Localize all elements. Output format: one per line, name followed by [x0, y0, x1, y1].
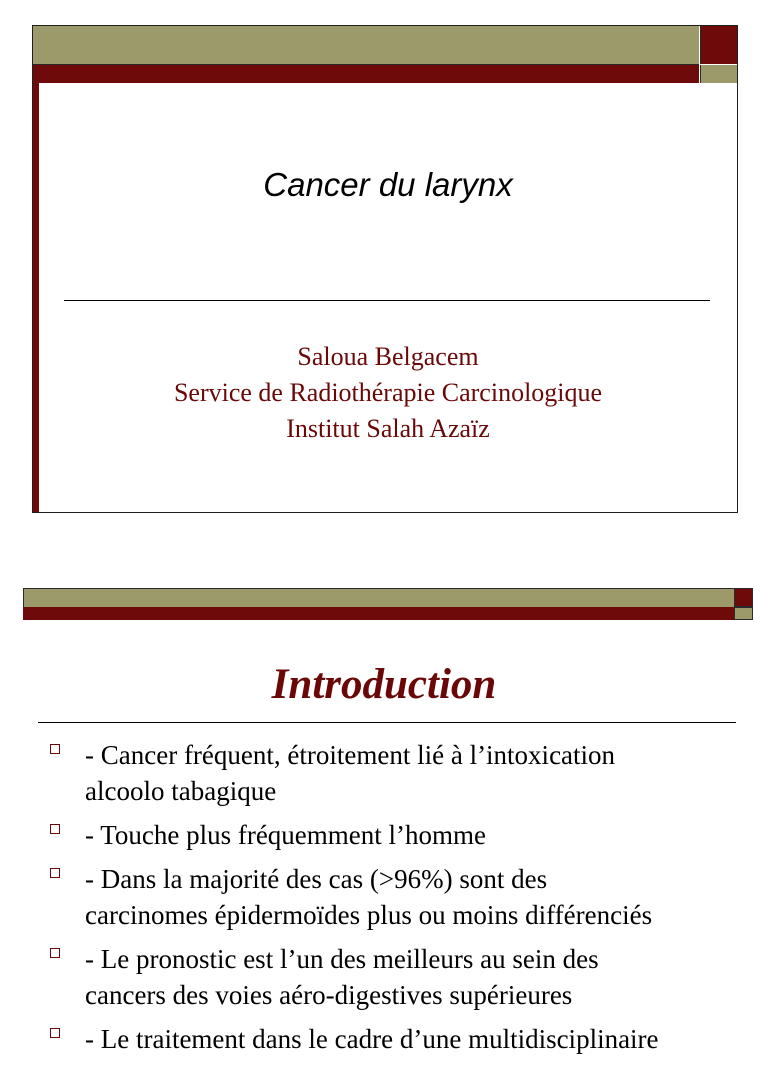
bullet-item [47, 817, 747, 853]
header-corner-square-maroon [700, 26, 738, 64]
department-name: Service de Radiothérapie Carcinologique [173, 378, 603, 407]
institute-name: Institut Salah Azaïz [286, 414, 490, 443]
header-corner-square-olive [700, 65, 738, 83]
bullet-text-line: alcoolo tabagique [85, 776, 277, 806]
square-bullet-icon [50, 744, 60, 754]
bullet-item [47, 1021, 747, 1057]
header-band-maroon [33, 65, 699, 83]
bullet-list [47, 737, 747, 1065]
slide-title: Cancer du larynx [263, 166, 513, 203]
square-bullet-icon [50, 824, 60, 834]
bullet-text-line: carcinomes épidermoïdes plus ou moins différenciés [85, 900, 653, 930]
bullet-text-line: - Dans la majorité des cas (>96%) sont des [85, 864, 548, 894]
bullet-item [47, 737, 747, 809]
author-name: Saloua Belgacem [297, 342, 479, 371]
square-bullet-icon [50, 868, 60, 878]
title-divider [64, 300, 710, 301]
bullet-item [47, 861, 747, 933]
subtitle-block [39, 339, 737, 447]
slide2-corner-square-maroon [734, 588, 753, 607]
slide2-corner-square-olive [734, 607, 753, 620]
slide2-header-band-olive [23, 588, 734, 608]
bullet-text-line: - Touche plus fréquemment l’homme [85, 820, 487, 850]
header-band-olive [33, 26, 699, 65]
square-bullet-icon [50, 948, 60, 958]
slide2-title: Introduction [271, 661, 497, 708]
slide2-header-band-maroon [23, 607, 734, 620]
left-accent-bar [33, 83, 39, 513]
bullet-item [47, 941, 747, 1013]
square-bullet-icon [50, 1028, 60, 1038]
bullet-text-line: - Le traitement dans le cadre d’une multidisciplinaire [85, 1024, 659, 1054]
bullet-text-line: cancers des voies aéro-digestives supérieures [85, 980, 573, 1010]
bullet-text-line: - Le pronostic est l’un des meilleurs au sein des [85, 944, 599, 974]
slide2-title-divider [38, 722, 736, 723]
bullet-text-line: - Cancer fréquent, étroitement lié à l’intoxication [85, 740, 616, 770]
title-slide [32, 25, 738, 513]
